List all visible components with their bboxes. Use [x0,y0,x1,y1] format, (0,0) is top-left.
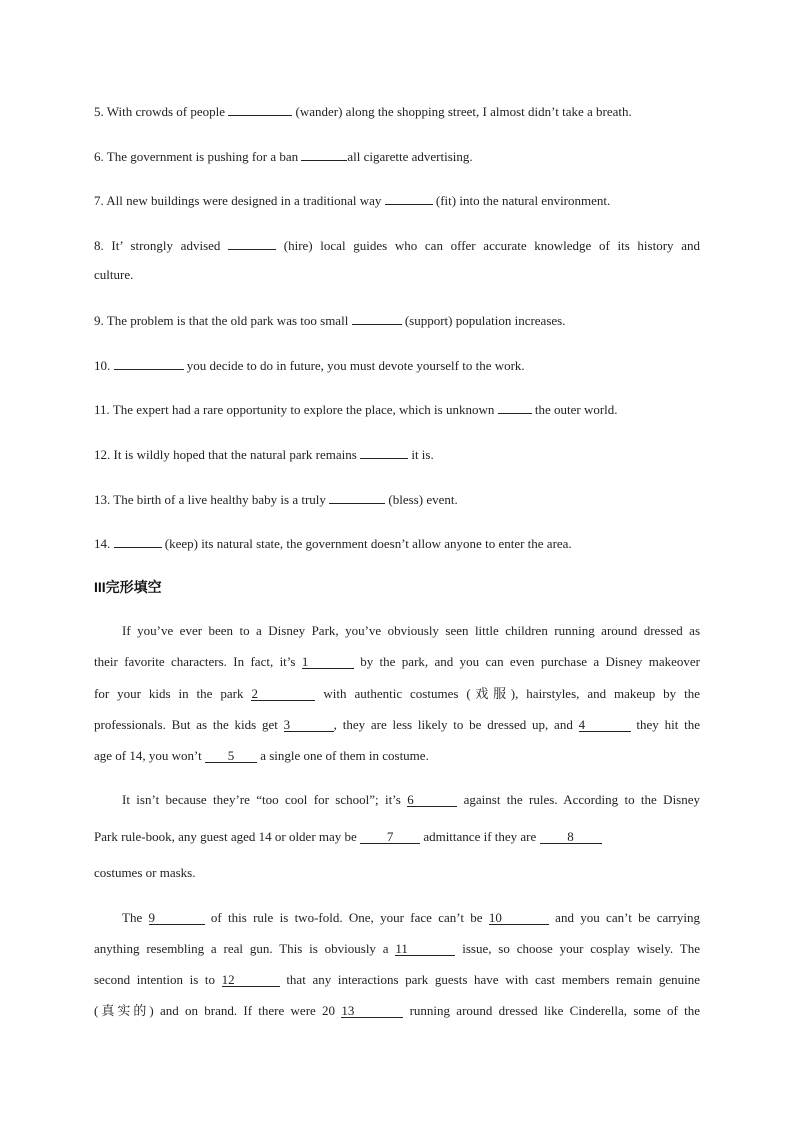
passage-line: costumes or masks. [94,865,196,880]
answer-blank[interactable] [301,147,347,161]
section-title: III完形填空 [94,579,162,595]
exercise-5: 5. With crowds of people (wander) along the shopping street, I almost didn’t take a breath. [94,104,632,119]
answer-blank[interactable] [228,102,292,116]
exercise-13: 13. The birth of a live healthy baby is a truly (bless) event. [94,492,458,507]
cloze-blank-9[interactable]: 9 [149,911,205,925]
passage-line: Park rule-book, any guest aged 14 or older may be 7 admittance if they are 8 [94,829,674,845]
cloze-blank-1[interactable]: 1 [302,655,354,669]
passage-line: anything resembling a real gun. This is obviously a 11 issue, so choose your cosplay wisely. The [94,941,700,956]
passage-line: professionals. But as the kids get 3 , they are less likely to be dressed up, and 4 they hit the [94,717,700,732]
cloze-blank-5[interactable]: 5 [205,749,257,763]
cloze-blank-2[interactable]: 2 [251,687,315,701]
passage-line: second intention is to 12 that any interactions park guests have with cast members remain genuine [94,972,700,987]
exercise-8-continued: culture. [94,267,134,282]
exercise-9: 9. The problem is that the old park was too small (support) population increases. [94,313,566,328]
cloze-blank-8[interactable]: 8 [540,830,602,844]
passage-line: If you’ve ever been to a Disney Park, you’ve obviously seen little children running around dressed as [122,623,700,638]
exercise-7: 7. All new buildings were designed in a traditional way (fit) into the natural environment. [94,193,611,208]
answer-blank[interactable] [114,534,162,548]
passage-line: It isn’t because they’re “too cool for school”; it’s 6 against the rules. According to the Disney [122,792,701,807]
answer-blank[interactable] [385,191,433,205]
exercise-14: 14. (keep) its natural state, the government doesn’t allow anyone to enter the area. [94,536,572,551]
cloze-blank-11[interactable]: 11 [395,942,455,956]
answer-blank[interactable] [352,311,402,325]
answer-blank[interactable] [360,445,408,459]
cloze-blank-3[interactable]: 3 [284,718,334,732]
answer-blank[interactable] [114,356,184,370]
passage-line: age of 14, you won’t 5 a single one of them in costume. [94,748,429,763]
answer-blank[interactable] [329,490,385,504]
passage-line: their favorite characters. In fact, it’s 1 by the park, and you can even purchase a Disney makeover [94,654,700,669]
exercise-6: 6. The government is pushing for a ban all cigarette advertising. [94,149,473,164]
cloze-blank-13[interactable]: 13 [341,1004,403,1018]
exercise-10: 10. you decide to do in future, you must devote yourself to the work. [94,358,525,373]
answer-blank[interactable] [228,236,276,250]
passage-line: (真实的) and on brand. If there were 20 13 running around dressed like Cinderella, some of the [94,1003,700,1018]
cloze-blank-7[interactable]: 7 [360,830,420,844]
passage-line: The 9 of this rule is two-fold. One, your face can’t be 10 and you can’t be carrying [122,910,701,925]
passage-line: for your kids in the park 2 with authentic costumes (戏服), hairstyles, and makeup by the [94,686,700,701]
cloze-blank-10[interactable]: 10 [489,911,549,925]
exercise-8: 8. It’ strongly advised (hire) local guides who can offer accurate knowledge of its history and [94,238,700,253]
cloze-blank-4[interactable]: 4 [579,718,631,732]
cloze-blank-12[interactable]: 12 [222,973,280,987]
answer-blank[interactable] [498,400,532,414]
cloze-blank-6[interactable]: 6 [407,793,457,807]
exercise-12: 12. It is wildly hoped that the natural park remains it is. [94,447,434,462]
exercise-11: 11. The expert had a rare opportunity to explore the place, which is unknown the outer world. [94,402,618,417]
